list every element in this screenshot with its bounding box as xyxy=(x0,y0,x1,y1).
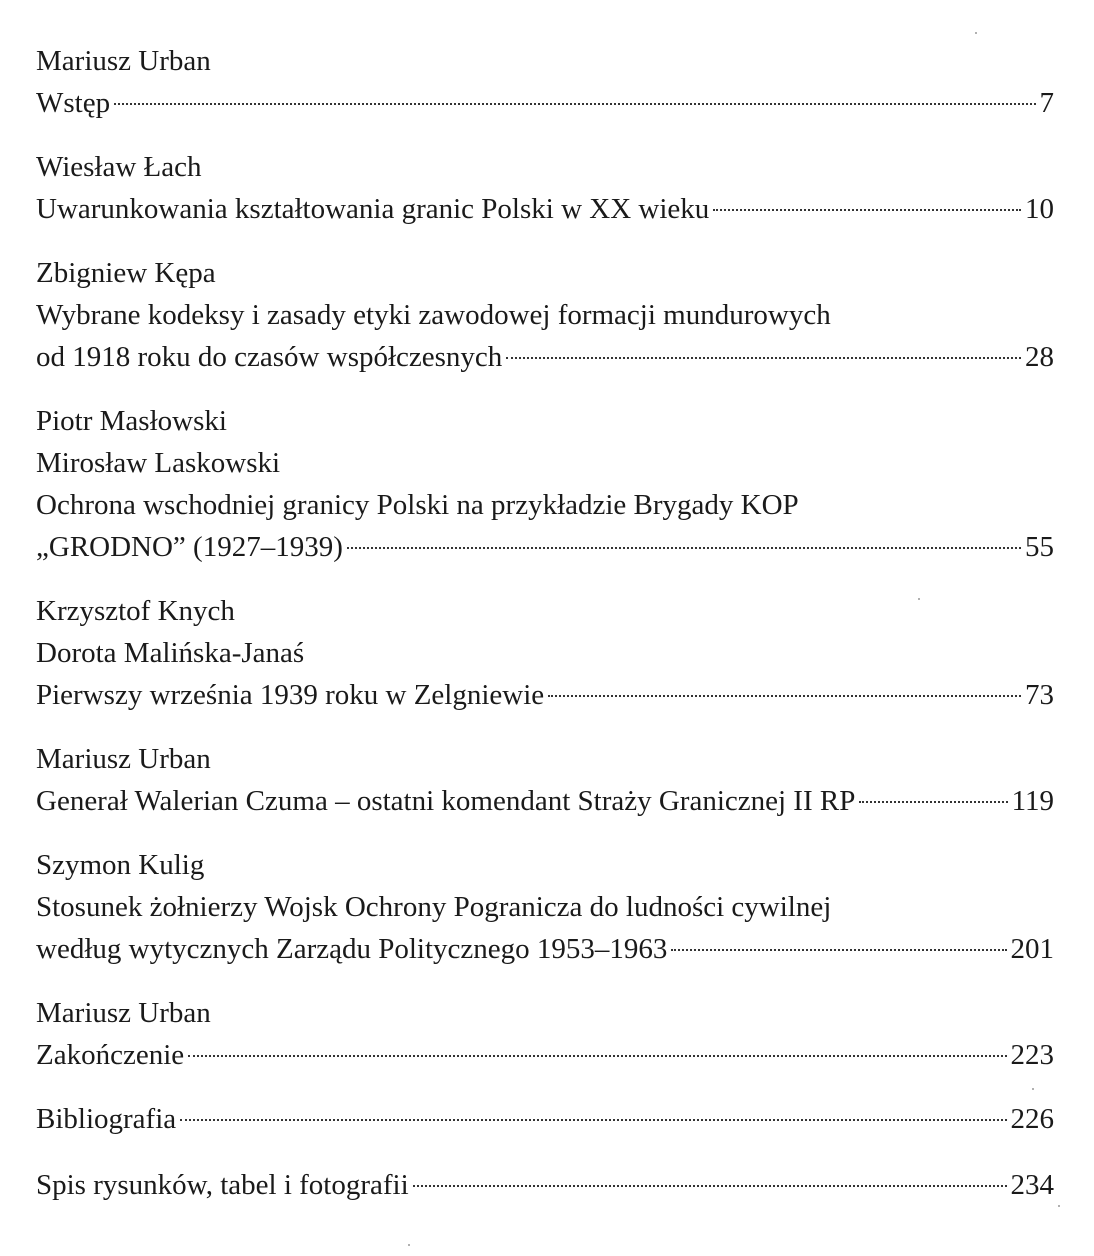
entry-title: Zakończenie xyxy=(36,1039,185,1071)
scan-speck xyxy=(918,598,920,600)
toc-entry xyxy=(36,844,1054,970)
toc-entry xyxy=(36,590,1054,716)
entry-title: Generał Walerian Czuma – ostatni komendant Straży Granicznej II RP xyxy=(36,785,856,817)
entry-title: Spis rysunków, tabel i fotografii xyxy=(36,1169,409,1201)
dot-leader xyxy=(114,103,1035,105)
entry-author: Mariusz Urban xyxy=(36,45,211,77)
toc-entry xyxy=(36,40,1054,124)
toc-entry xyxy=(36,738,1054,822)
toc-line[interactable] xyxy=(36,674,1054,716)
entry-title: Pierwszy września 1939 roku w Zelgniewie xyxy=(36,679,545,711)
scan-speck xyxy=(975,32,977,34)
entry-author: Wiesław Łach xyxy=(36,151,202,183)
page-number: 226 xyxy=(1010,1103,1054,1135)
dot-leader xyxy=(188,1055,1006,1057)
entry-author: Mirosław Laskowski xyxy=(36,447,281,479)
toc-line[interactable] xyxy=(36,526,1054,568)
entry-title-continued: według wytycznych Zarządu Politycznego 1953–1963 xyxy=(36,933,668,965)
toc-line[interactable] xyxy=(36,780,1054,822)
page-number: 119 xyxy=(1011,785,1054,817)
page-number: 28 xyxy=(1025,341,1054,373)
dot-leader xyxy=(180,1119,1006,1121)
toc-line[interactable] xyxy=(36,336,1054,378)
entry-title-continued: „GRODNO” (1927–1939) xyxy=(36,531,343,563)
entry-author: Mariusz Urban xyxy=(36,743,211,775)
page-number: 10 xyxy=(1025,193,1054,225)
dot-leader xyxy=(713,209,1021,211)
dot-leader xyxy=(413,1185,1007,1187)
scan-speck xyxy=(1058,1205,1060,1207)
page-number: 7 xyxy=(1039,87,1054,119)
toc-entry xyxy=(36,1098,1054,1140)
page-number: 73 xyxy=(1025,679,1054,711)
entry-author: Krzysztof Knych xyxy=(36,595,235,627)
scan-speck xyxy=(1032,1088,1034,1090)
entry-author: Piotr Masłowski xyxy=(36,405,227,437)
toc-line[interactable] xyxy=(36,928,1054,970)
toc-line[interactable] xyxy=(36,1098,1054,1140)
entry-title: Wstęp xyxy=(36,87,111,119)
entry-author: Zbigniew Kępa xyxy=(36,257,216,289)
toc-line[interactable] xyxy=(36,188,1054,230)
entry-title-continued: od 1918 roku do czasów współczesnych xyxy=(36,341,503,373)
page-number: 234 xyxy=(1010,1169,1054,1201)
scan-speck xyxy=(408,1244,410,1246)
toc-entry xyxy=(36,252,1054,378)
entry-title: Uwarunkowania kształtowania granic Polski w XX wieku xyxy=(36,193,710,225)
toc-line[interactable] xyxy=(36,82,1054,124)
toc-entry xyxy=(36,146,1054,230)
page-number: 55 xyxy=(1025,531,1054,563)
page-number: 223 xyxy=(1010,1039,1054,1071)
entry-author: Szymon Kulig xyxy=(36,849,205,881)
toc-entry xyxy=(36,1164,1054,1206)
toc-entry xyxy=(36,992,1054,1076)
entry-title: Ochrona wschodniej granicy Polski na przykładzie Brygady KOP xyxy=(36,489,799,521)
dot-leader xyxy=(506,357,1021,359)
entry-title: Bibliografia xyxy=(36,1103,177,1135)
toc-entry xyxy=(36,400,1054,568)
entry-title: Stosunek żołnierzy Wojsk Ochrony Pogranicza do ludności cywilnej xyxy=(36,891,832,923)
dot-leader xyxy=(548,695,1021,697)
toc-line[interactable] xyxy=(36,1034,1054,1076)
toc-line[interactable] xyxy=(36,1164,1054,1206)
entry-author: Dorota Malińska-Janaś xyxy=(36,637,305,669)
dot-leader xyxy=(347,547,1021,549)
page-number: 201 xyxy=(1010,933,1054,965)
dot-leader xyxy=(859,801,1007,803)
entry-title: Wybrane kodeksy i zasady etyki zawodowej formacji mundurowych xyxy=(36,299,831,331)
dot-leader xyxy=(671,949,1006,951)
table-of-contents xyxy=(36,40,1054,1230)
entry-author: Mariusz Urban xyxy=(36,997,211,1029)
